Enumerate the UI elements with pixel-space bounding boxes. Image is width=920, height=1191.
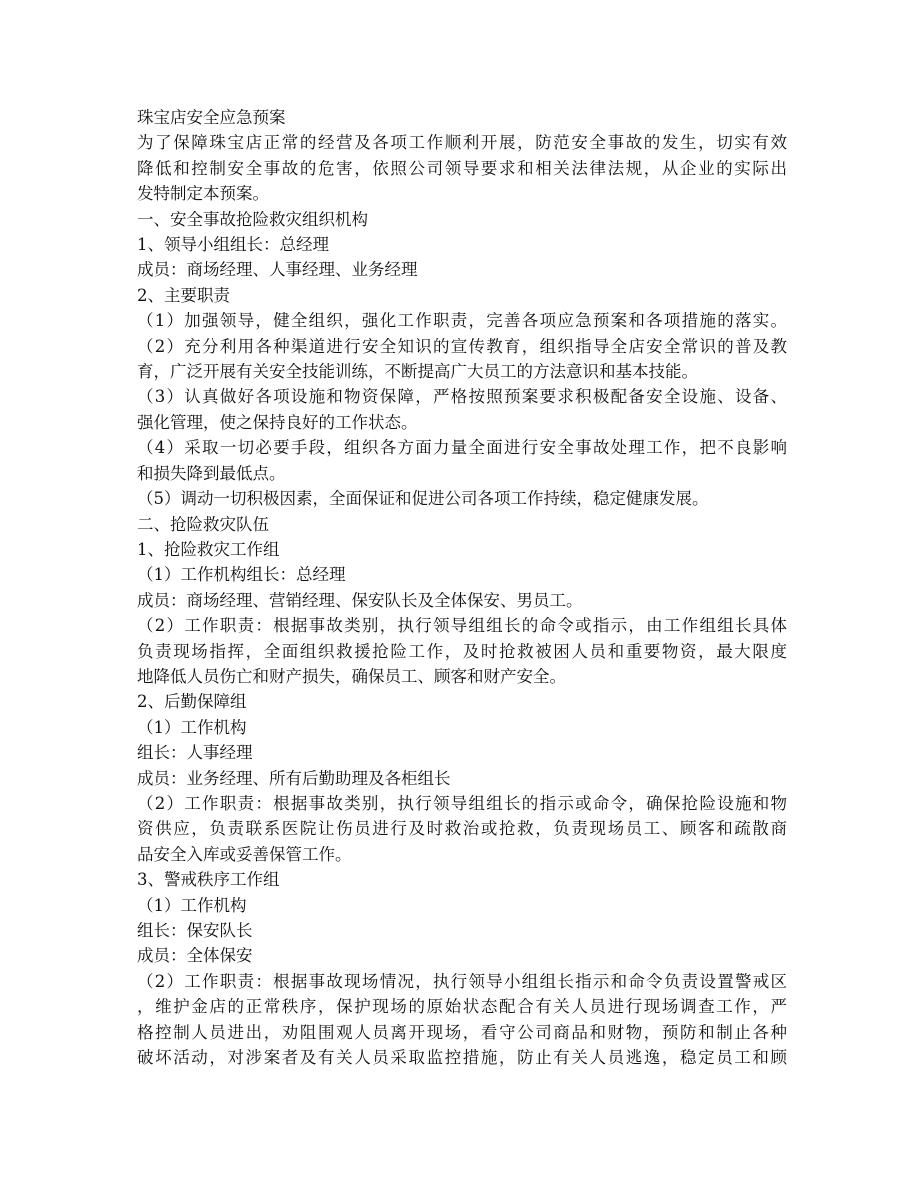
text-line: （5）调动一切积极因素，全面保证和促进公司各项工作持续，稳定健康发展。 (137, 489, 709, 509)
text-line: 1、抢险救灾工作组 (137, 539, 280, 559)
text-line: （2）工作职责：根据事故类别，执行领导组组长的命令或指示，由工作组组长具体 (137, 616, 787, 636)
text-line: 一、安全事故抢险救灾组织机构 (137, 209, 368, 229)
text-line: 品安全入库或妥善保管工作。 (137, 844, 352, 864)
text-line: （1）工作机构 (137, 717, 247, 737)
text-line: 强化管理，使之保持良好的工作状态。 (137, 412, 418, 432)
text-line: 成员：业务经理、所有后勤助理及各柜组长 (137, 768, 451, 788)
text-line: 负责现场指挥，全面组织救援抢险工作，及时抢救被困人员和重要物资，最大限度 (137, 641, 787, 661)
text-line: 降低和控制安全事故的危害，依照公司领导要求和相关法律法规，从企业的实际出 (137, 158, 787, 178)
document-body (137, 105, 787, 1070)
text-line: 破坏活动，对涉案者及有关人员采取监控措施，防止有关人员逃逸，稳定员工和顾 (137, 1048, 787, 1068)
document-title: 珠宝店安全应急预案 (137, 108, 286, 127)
text-line: 成员：全体保安 (137, 946, 253, 966)
text-line: 组长：保安队长 (137, 921, 253, 940)
text-line: （2）充分利用各种渠道进行安全知识的宣传教育，组织指导全店安全常识的普及教 (137, 336, 787, 356)
text-line: 格控制人员进出，劝阻围观人员离开现场，看守公司商品和财物，预防和制止各种 (137, 1022, 787, 1042)
text-line: （3）认真做好各项设施和物资保障，严格按照预案要求积极配备安全设施、设备、 (137, 387, 787, 407)
text-line: 为了保障珠宝店正常的经营及各项工作顺利开展，防范安全事故的发生，切实有效 (137, 133, 787, 153)
text-line: （4）采取一切必要手段，组织各方面力量全面进行安全事故处理工作，把不良影响 (137, 438, 787, 458)
text-line: 2、主要职责 (137, 285, 230, 305)
text-line: 资供应，负责联系医院让伤员进行及时救治或抢救，负责现场员工、顾客和疏散商 (137, 819, 787, 839)
text-line: 地降低人员伤亡和财产损失，确保员工、顾客和财产安全。 (137, 666, 566, 686)
text-line: 育，广泛开展有关安全技能训练，不断提高广大员工的方法意识和基本技能。 (137, 362, 698, 382)
text-line: （2）工作职责：根据事故类别，执行领导组组长的指示或命令，确保抢险设施和物 (137, 793, 787, 813)
text-line: 2、后勤保障组 (137, 692, 247, 712)
text-line: （1）工作机构 (137, 895, 247, 915)
text-line: （1）工作机构组长：总经理 (137, 565, 346, 585)
text-line: （2）工作职责：根据事故现场情况，执行领导小组组长指示和命令负责设置警戒区 (137, 971, 787, 991)
text-line: （1）加强领导，健全组织，强化工作职责，完善各项应急预案和各项措施的落实。 (137, 311, 787, 331)
text-line: 和损失降到最低点。 (137, 463, 286, 483)
text-line: 二、抢险救灾队伍 (137, 514, 269, 534)
text-line: 1、领导小组组长：总经理 (137, 235, 329, 255)
text-line: ，维护金店的正常秩序，保护现场的原始状态配合有关人员进行现场调查工作，严 (137, 997, 787, 1017)
text-line: 发特制定本预案。 (137, 184, 269, 204)
text-line: 成员：商场经理、人事经理、业务经理 (137, 260, 418, 280)
text-line: 组长：人事经理 (137, 743, 253, 763)
text-line: 3、警戒秩序工作组 (137, 870, 280, 890)
text-line: 成员：商场经理、营销经理、保安队长及全体保安、男员工。 (137, 590, 583, 610)
